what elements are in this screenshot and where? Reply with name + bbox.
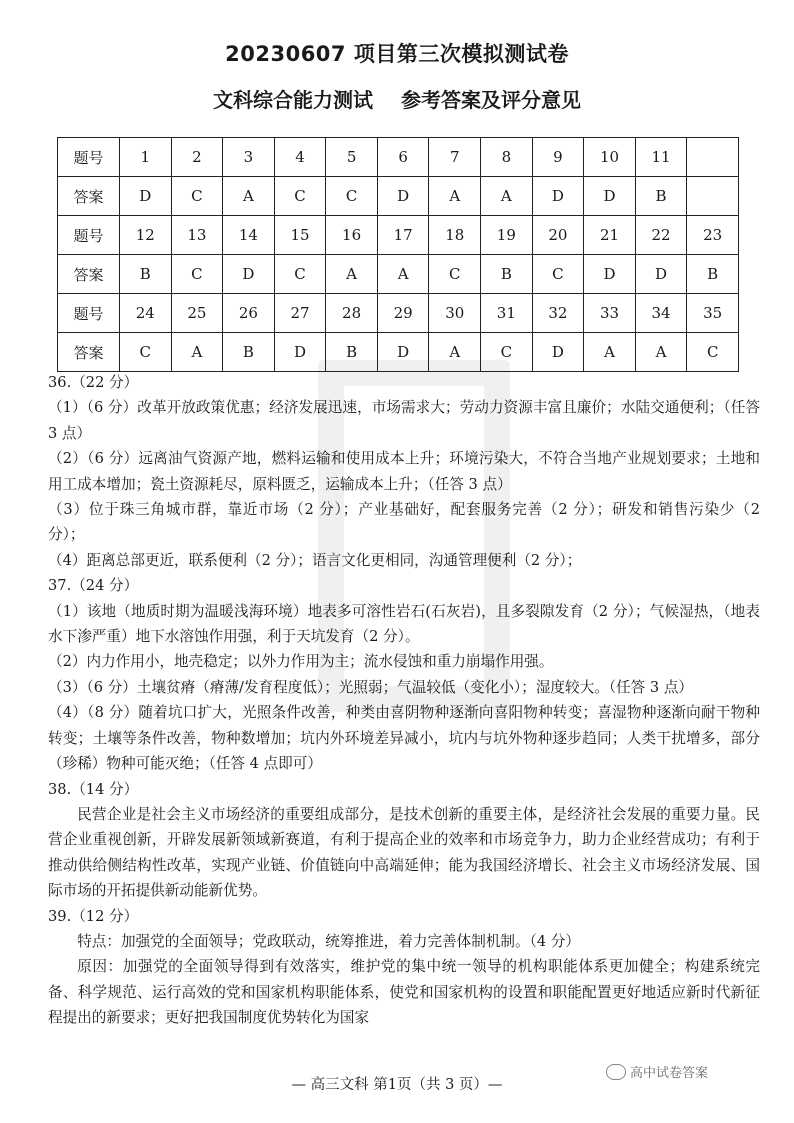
page-subtitle <box>0 84 794 113</box>
table-cell: 14 <box>223 216 275 255</box>
row-header-cell: 答案 <box>58 177 120 216</box>
table-row <box>58 255 739 294</box>
answer-paragraph: 民营企业是社会主义市场经济的重要组成部分，是技术创新的重要主体，是经济社会发展的重要力量。民营企业重视创新，开辟发展新领域新赛道，有利于提高企业的效率和市场竞争力，助力企业经营成功；有利于推动供给侧结构性改革，实现产业链、价值链向中高端延伸；能为我国经济增长、社会主义市场经济发展、国际市场的开拓提供新动能新优势。 <box>48 805 760 900</box>
table-cell: C <box>687 333 739 372</box>
table-row <box>58 216 739 255</box>
answer-table <box>57 137 739 372</box>
table-row <box>58 138 739 177</box>
table-cell: 3 <box>223 138 275 177</box>
table-cell: 4 <box>274 138 326 177</box>
table-cell: B <box>687 255 739 294</box>
answer-paragraph: （2）（6 分）远离油气资源产地，燃料运输和使用成本上升；环境污染大，不符合当地产业规划要求；土地和用工成本增加；瓷土资源耗尽，原料匮乏，运输成本上升；（任答 3 点） <box>48 450 760 493</box>
table-cell: 8 <box>481 138 533 177</box>
table-cell: C <box>171 255 223 294</box>
table-cell: 22 <box>635 216 687 255</box>
table-cell: A <box>377 255 429 294</box>
row-header-cell: 题号 <box>58 138 120 177</box>
subtitle-right: 参考答案及评分意见 <box>401 88 581 112</box>
chat-bubble-icon <box>606 1064 626 1080</box>
table-cell: C <box>481 333 533 372</box>
answer-paragraph: （1）该地（地质时期为温暖浅海环境）地表多可溶性岩石(石灰岩)，且多裂隙发育（2 分）；气候湿热，（地表水下渗严重）地下水溶蚀作用强，利于天坑发育（2 分）。 <box>48 602 760 646</box>
table-cell: A <box>326 255 378 294</box>
table-cell <box>687 138 739 177</box>
table-cell: 24 <box>120 294 172 333</box>
table-cell: B <box>481 255 533 294</box>
table-row <box>58 177 739 216</box>
table-cell: 9 <box>532 138 584 177</box>
question-heading: 37.（24 分） <box>48 577 139 595</box>
table-cell: 21 <box>584 216 636 255</box>
table-cell: 1 <box>120 138 172 177</box>
table-cell: A <box>171 333 223 372</box>
question-heading: 39.（12 分） <box>48 907 139 925</box>
table-cell: 34 <box>635 294 687 333</box>
table-cell: 32 <box>532 294 584 333</box>
answer-paragraph: 特点：加强党的全面领导；党政联动，统筹推进，着力完善体制机制。（4 分） <box>77 932 581 950</box>
table-cell: 17 <box>377 216 429 255</box>
table-cell: C <box>429 255 481 294</box>
answer-body <box>48 370 760 1031</box>
table-cell: C <box>120 333 172 372</box>
answer-paragraph: （1）（6 分）改革开放政策优惠；经济发展迅速，市场需求大；劳动力资源丰富且廉价；水陆交通便利；（任答 3 点） <box>48 399 760 442</box>
table-cell: 25 <box>171 294 223 333</box>
table-cell: A <box>481 177 533 216</box>
table-cell: D <box>532 333 584 372</box>
table-cell: B <box>120 255 172 294</box>
table-cell: 11 <box>635 138 687 177</box>
table-cell: C <box>532 255 584 294</box>
table-cell: 20 <box>532 216 584 255</box>
table-cell: 6 <box>377 138 429 177</box>
page-footer: — 高三文科 第1页（共 3 页）— <box>291 1077 503 1093</box>
question-heading: 38.（14 分） <box>48 780 139 798</box>
table-cell: D <box>584 255 636 294</box>
table-cell: B <box>326 333 378 372</box>
answer-paragraph: 原因：加强党的全面领导得到有效落实，维护党的集中统一领导的机构职能体系更加健全；构建系统完备、科学规范、运行高效的党和国家机构职能体系，使党和国家机构的设置和职能配置更好地适应新时代新征程提出的新要求；更好把我国制度优势转化为国家 <box>48 958 760 1027</box>
table-cell: 19 <box>481 216 533 255</box>
table-cell: 29 <box>377 294 429 333</box>
table-cell: 2 <box>171 138 223 177</box>
table-cell: D <box>635 255 687 294</box>
table-cell: D <box>532 177 584 216</box>
table-cell: 13 <box>171 216 223 255</box>
table-cell: D <box>584 177 636 216</box>
table-cell: 18 <box>429 216 481 255</box>
table-cell: A <box>429 333 481 372</box>
question-heading: 36.（22 分） <box>48 374 139 391</box>
table-cell: C <box>274 177 326 216</box>
table-cell: A <box>223 177 275 216</box>
table-cell: 33 <box>584 294 636 333</box>
table-row <box>58 294 739 333</box>
answer-paragraph: （3）（6 分）土壤贫瘠（瘠薄/发育程度低）；光照弱；气温较低（变化小）；湿度较大。（任答 3 点） <box>48 678 694 696</box>
table-cell: D <box>377 177 429 216</box>
table-cell: 7 <box>429 138 481 177</box>
table-cell: 27 <box>274 294 326 333</box>
subtitle-left: 文科综合能力测试 <box>213 88 373 112</box>
table-cell: D <box>223 255 275 294</box>
table-cell: 35 <box>687 294 739 333</box>
table-cell: 15 <box>274 216 326 255</box>
row-header-cell: 答案 <box>58 333 120 372</box>
table-cell: D <box>120 177 172 216</box>
table-cell: 16 <box>326 216 378 255</box>
table-cell: B <box>635 177 687 216</box>
table-cell: 30 <box>429 294 481 333</box>
row-header-cell: 答案 <box>58 255 120 294</box>
row-header-cell: 题号 <box>58 216 120 255</box>
table-cell: C <box>326 177 378 216</box>
table-cell: B <box>223 333 275 372</box>
row-header-cell: 题号 <box>58 294 120 333</box>
table-cell: 28 <box>326 294 378 333</box>
answer-paragraph: （4）距离总部更近，联系便利（2 分）；语言文化更相同，沟通管理便利（2 分）； <box>48 551 582 569</box>
watermark-text: 高中试卷答案 <box>630 1066 709 1081</box>
table-cell: 23 <box>687 216 739 255</box>
table-cell: A <box>584 333 636 372</box>
table-cell: C <box>171 177 223 216</box>
answer-paragraph: （3）位于珠三角城市群，靠近市场（2 分）；产业基础好，配套服务完善（2 分）；研发和销售污染少（2 分）； <box>48 501 760 544</box>
table-cell: 31 <box>481 294 533 333</box>
answer-paragraph: （2）内力作用小，地壳稳定；以外力作用为主；流水侵蚀和重力崩塌作用强。 <box>48 653 554 671</box>
table-cell: 26 <box>223 294 275 333</box>
answer-paragraph: （4）（8 分）随着坑口扩大，光照条件改善，种类由喜阴物种逐渐向喜阳物种转变；喜湿物种逐渐向耐干物种转变；土壤等条件改善，物种数增加；坑内外环境差异减小，坑内与坑外物种逐步趋同；人类干扰增多，部分（珍稀）物种可能灭绝；（任答 4 点即可） <box>48 704 760 773</box>
table-cell: 10 <box>584 138 636 177</box>
table-cell: 5 <box>326 138 378 177</box>
table-cell: D <box>377 333 429 372</box>
table-cell: C <box>274 255 326 294</box>
source-watermark <box>606 1062 708 1081</box>
table-cell: A <box>429 177 481 216</box>
table-cell <box>687 177 739 216</box>
table-cell: A <box>635 333 687 372</box>
table-row <box>58 333 739 372</box>
page-title: 20230607 项目第三次模拟测试卷 <box>225 42 569 66</box>
table-cell: 12 <box>120 216 172 255</box>
table-cell: D <box>274 333 326 372</box>
